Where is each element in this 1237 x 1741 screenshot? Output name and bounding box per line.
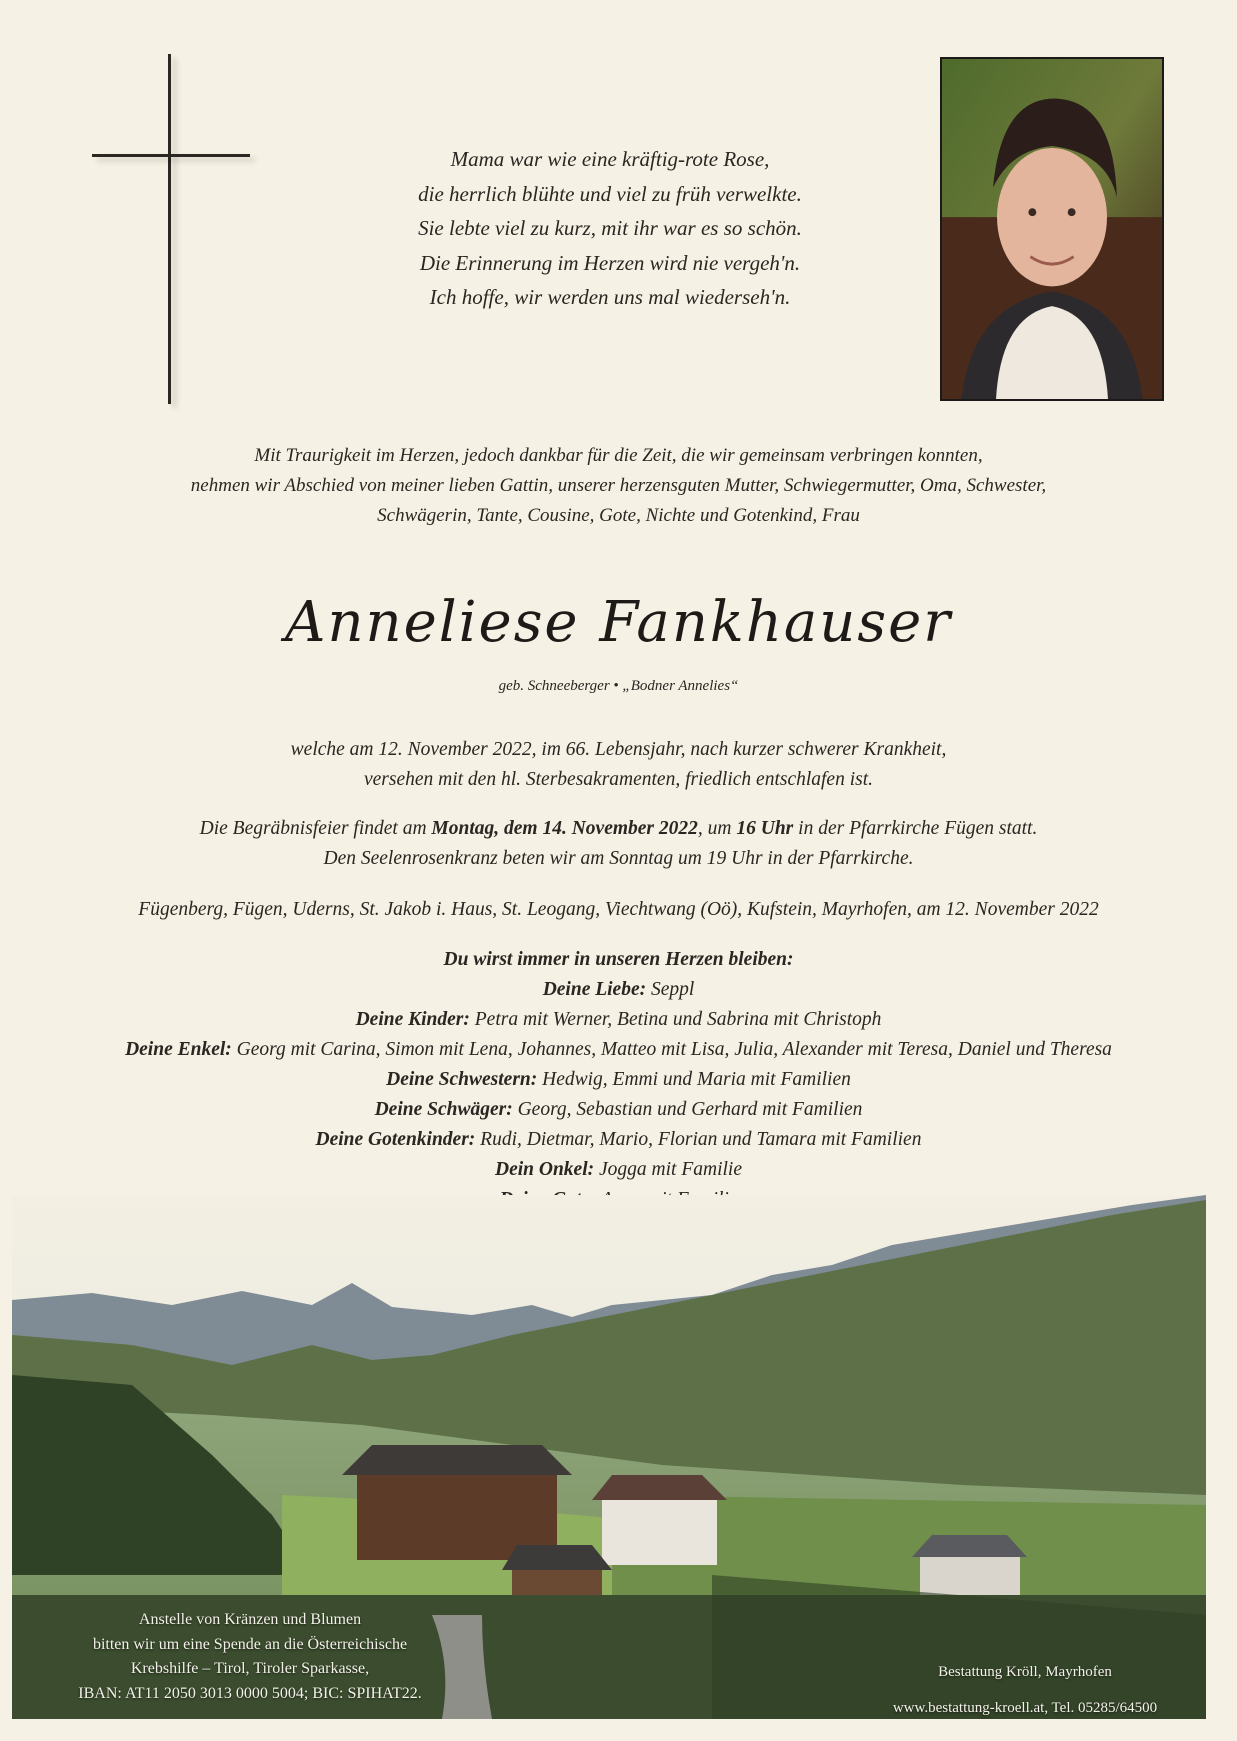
- maiden-name: geb. Schneeberger • „Bodner Annelies“: [498, 678, 739, 694]
- donation-line: IBAN: AT11 2050 3013 0000 5004; BIC: SPIHAT22.: [78, 1684, 422, 1702]
- intro-line: nehmen wir Abschied von meiner lieben Gattin, unserer herzensguten Mutter, Schwiegermutter, Oma, Schwester,: [190, 475, 1047, 496]
- donation-note: [30, 1608, 470, 1706]
- mourner-row: Deine Liebe: Seppl: [542, 979, 695, 1000]
- funeral-notice: [20, 814, 1217, 874]
- poem-line: Ich hoffe, wir werden uns mal wiederseh'n.: [429, 285, 791, 309]
- death-notice: [20, 735, 1217, 795]
- death-line: versehen mit den hl. Sterbesakramenten, friedlich entschlafen ist.: [363, 769, 874, 790]
- poem-line: die herrlich blühte und viel zu früh verwelkte.: [418, 181, 802, 206]
- poem-line: Die Erinnerung im Herzen wird nie vergeh'n.: [419, 250, 801, 275]
- intro-line: Mit Traurigkeit im Herzen, jedoch dankbar für die Zeit, die wir gemeinsam verbringen konnten,: [254, 445, 983, 466]
- cross-icon: [92, 54, 250, 404]
- poem: [330, 142, 890, 315]
- portrait-photo: [940, 57, 1164, 401]
- undertaker-info: [860, 1654, 1190, 1726]
- poem-line: Mama war wie eine kräftig-rote Rose,: [450, 147, 770, 171]
- mourner-row: Deine Schwäger: Georg, Sebastian und Gerhard mit Familien: [374, 1099, 863, 1120]
- donation-line: Krebshilfe – Tirol, Tiroler Sparkasse,: [130, 1660, 370, 1677]
- mourner-row: Dein Onkel: Jogga mit Familie: [495, 1159, 742, 1180]
- places-line: Fügenberg, Fügen, Uderns, St. Jakob i. Haus, St. Leogang, Viechtwang (Oö), Kufstein, Mayrhofen, am 12. November 2022: [138, 899, 1099, 920]
- mourners-heading: Du wirst immer in unseren Herzen bleiben:: [443, 949, 794, 970]
- mourner-row: Deine Schwestern: Hedwig, Emmi und Maria mit Familien: [386, 1069, 851, 1090]
- funeral-line-2: Den Seelenrosenkranz beten wir am Sonntag um 19 Uhr in der Pfarrkirche.: [323, 848, 914, 869]
- mourner-row: Deine Kinder: Petra mit Werner, Betina und Sabrina mit Christoph: [355, 1009, 882, 1030]
- intro-text: [40, 441, 1197, 531]
- donation-line: Anstelle von Kränzen und Blumen: [138, 1611, 362, 1628]
- death-line: welche am 12. November 2022, im 66. Lebensjahr, nach kurzer schwerer Krankheit,: [290, 739, 947, 760]
- deceased-name: Anneliese Fankhauser: [285, 590, 952, 655]
- undertaker-contact: www.bestattung-kroell.at, Tel. 05285/64500: [892, 1700, 1158, 1716]
- mourner-row: Deine Gotenkinder: Rudi, Dietmar, Mario, Florian und Tamara mit Familien: [315, 1129, 922, 1150]
- places-and-date: [20, 895, 1217, 925]
- donation-line: bitten wir um eine Spende an die Österreichische: [92, 1635, 408, 1653]
- intro-line: Schwägerin, Tante, Cousine, Gote, Nichte und Gotenkind, Frau: [377, 505, 860, 526]
- mourner-row: Deine Enkel: Georg mit Carina, Simon mit Lena, Johannes, Matteo mit Lisa, Julia, Alexander mit Teresa, Daniel und Theresa: [125, 1039, 1112, 1060]
- poem-line: Sie lebte viel zu kurz, mit ihr war es so schön.: [418, 216, 802, 240]
- funeral-line-1: Die Begräbnisfeier findet am Montag, dem 14. November 2022, um 16 Uhr in der Pfarrkirche Fügen statt.: [199, 818, 1038, 839]
- undertaker-name: Bestattung Kröll, Mayrhofen: [938, 1664, 1112, 1680]
